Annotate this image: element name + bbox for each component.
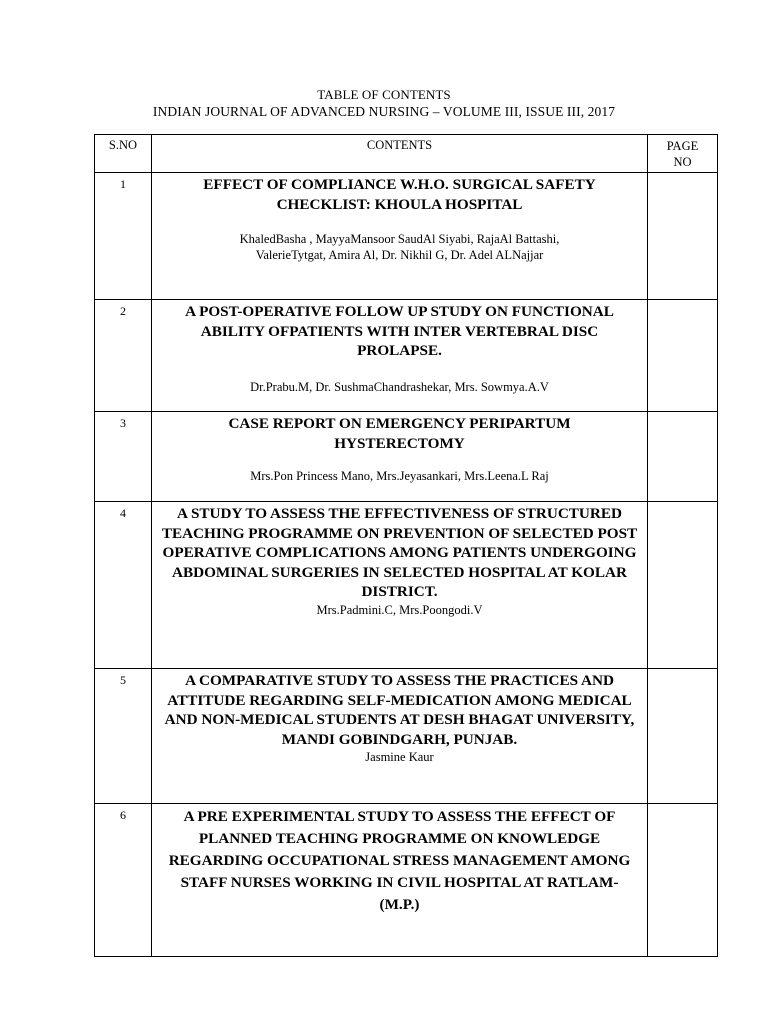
article-authors: Mrs.Pon Princess Mano, Mrs.Jeyasankari, Mrs.Leena.L Raj (250, 469, 549, 483)
article-authors: Jasmine Kaur (365, 750, 434, 764)
row-contents (152, 502, 648, 669)
row-contents (152, 804, 648, 957)
article-authors (156, 231, 643, 263)
article-authors: Mrs.Padmini.C, Mrs.Poongodi.V (316, 602, 483, 617)
row-sno: 1 (95, 173, 152, 300)
row-sno: 4 (95, 502, 152, 669)
row-sno: 2 (95, 300, 152, 412)
row-page-no (648, 300, 718, 412)
table-row (95, 173, 718, 300)
row-contents (152, 173, 648, 300)
authors-line-2: ValerieTytgat, Amira Al, Dr. Nikhil G, Dr. Adel ALNajjar (255, 248, 544, 262)
authors-line-1: KhaledBasha , MayyaMansoor SaudAl Siyabi, RajaAl Battashi, (239, 232, 560, 246)
table-row (95, 804, 718, 957)
row-sno: 3 (95, 412, 152, 502)
article-authors: Dr.Prabu.M, Dr. SushmaChandrashekar, Mrs. Sowmya.A.V (250, 379, 549, 394)
article-title: A POST-OPERATIVE FOLLOW UP STUDY ON FUNCTIONAL ABILITY OFPATIENTS WITH INTER VERTEBRAL DISC PROLAPSE. (185, 303, 614, 359)
table-row (95, 502, 718, 669)
column-header-page-line1: PAGE (666, 139, 699, 153)
column-header-contents: CONTENTS (152, 135, 648, 173)
row-contents (152, 300, 648, 412)
column-header-page-line2: NO (673, 155, 692, 169)
row-page-no (648, 412, 718, 502)
article-title: A STUDY TO ASSESS THE EFFECTIVENESS OF STRUCTURED TEACHING PROGRAMME ON PREVENTION OF SELECTED POST OPERATIVE COMPLICATIONS AMONG PATIENTS UNDERGOING ABDOMINAL SURGERIES IN SELECTED HOSPITAL AT KOLAR DISTRICT. (161, 505, 638, 600)
row-contents (152, 412, 648, 502)
journal-subtitle: INDIAN JOURNAL OF ADVANCED NURSING – VOLUME III, ISSUE III, 2017 (152, 104, 616, 119)
table-header-row (95, 135, 718, 173)
row-page-no (648, 804, 718, 957)
article-title: A PRE EXPERIMENTAL STUDY TO ASSESS THE EFFECT OF PLANNED TEACHING PROGRAMME ON KNOWLEDGE REGARDING OCCUPATIONAL STRESS MANAGEMENT AMONG STAFF NURSES WORKING IN CIVIL HOSPITAL AT RATLAM- (M.P.) (168, 808, 631, 913)
table-row (95, 669, 718, 804)
row-page-no (648, 502, 718, 669)
row-contents (152, 669, 648, 804)
contents-table (94, 134, 718, 957)
article-title: A COMPARATIVE STUDY TO ASSESS THE PRACTICES AND ATTITUDE REGARDING SELF-MEDICATION AMONG MEDICAL AND NON-MEDICAL STUDENTS AT DESH BHAGAT UNIVERSITY, MANDI GOBINDGARH, PUNJAB. (164, 672, 635, 748)
column-header-page-no (648, 135, 718, 173)
column-header-sno: S.NO (95, 135, 152, 173)
row-sno: 6 (95, 804, 152, 957)
row-page-no (648, 669, 718, 804)
document-title: TABLE OF CONTENTS (317, 87, 451, 102)
table-row (95, 412, 718, 502)
row-page-no (648, 173, 718, 300)
table-row (95, 300, 718, 412)
row-sno: 5 (95, 669, 152, 804)
article-title: CASE REPORT ON EMERGENCY PERIPARTUM HYSTERECTOMY (228, 415, 571, 452)
article-title: EFFECT OF COMPLIANCE W.H.O. SURGICAL SAFETY CHECKLIST: KHOULA HOSPITAL (203, 176, 596, 213)
